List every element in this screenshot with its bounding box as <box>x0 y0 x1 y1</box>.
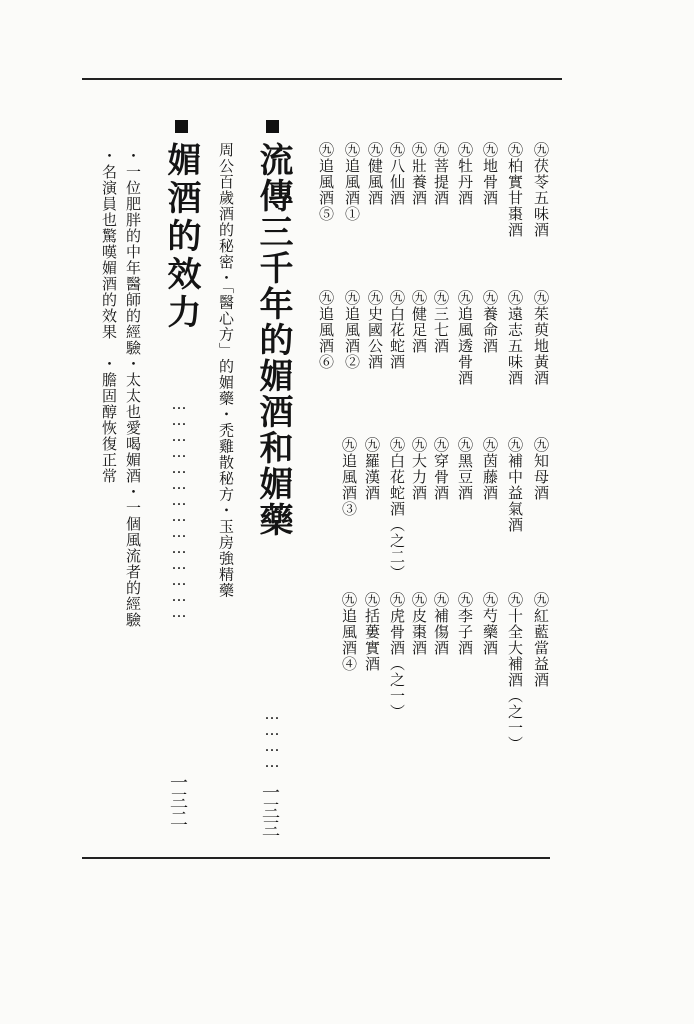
index-entry: ㊈養命酒 <box>481 290 499 354</box>
section-bullet-icon <box>266 120 279 133</box>
index-entry: ㊈牡丹酒 <box>456 142 474 206</box>
index-entry: ㊈十全大補酒（之一） <box>506 592 524 752</box>
bottom-rule <box>82 857 550 859</box>
chapter-2-leader: …………………………………… <box>170 395 188 619</box>
chapter-2-note: ・一位肥胖的中年醫師的經驗・太太也愛喝媚酒・一個風流者的經驗 <box>124 148 142 628</box>
index-entry: ㊈羅漢酒 <box>363 437 381 501</box>
index-entry: ㊈健風酒 <box>366 142 384 206</box>
index-entry: ㊈壯養酒 <box>410 142 428 206</box>
chapter-2-title: 媚酒的效力 <box>161 142 201 332</box>
index-entry: ㊈紅藍當益酒 <box>532 592 550 688</box>
index-entry: ㊈補傷酒 <box>432 592 450 656</box>
index-entry: ㊈穿骨酒 <box>432 437 450 501</box>
index-entry: ㊈追風酒③ <box>340 437 358 517</box>
section-bullet-icon <box>175 120 188 133</box>
index-entry: ㊈補中益氣酒 <box>506 437 524 533</box>
index-entry: ㊈追風酒① <box>343 142 361 222</box>
index-entry: ㊈追風透骨酒 <box>456 290 474 386</box>
index-entry: ㊈追風酒⑤ <box>317 142 335 222</box>
index-entry: ㊈芍藥酒 <box>481 592 499 656</box>
index-entry: ㊈白花蛇酒（之二） <box>388 437 406 581</box>
index-entry: ㊈茯苓五味酒 <box>532 142 550 238</box>
index-entry: ㊈追風酒④ <box>340 592 358 672</box>
index-entry: ㊈白花蛇酒 <box>388 290 406 370</box>
index-entry: ㊈黑豆酒 <box>456 437 474 501</box>
index-entry: ㊈史國公酒 <box>366 290 384 370</box>
index-entry: ㊈知母酒 <box>532 437 550 501</box>
index-entry: ㊈八仙酒 <box>388 142 406 206</box>
chapter-1-title: 流傳三千年的媚酒和媚藥 <box>253 142 293 538</box>
top-rule <box>82 78 562 80</box>
index-entry: ㊈李子酒 <box>456 592 474 656</box>
chapter-2-note: ・名演員也驚嘆媚酒的效果 ・膽固醇恢復正常 <box>100 148 118 484</box>
index-entry: ㊈地骨酒 <box>481 142 499 206</box>
index-entry: ㊈追風酒② <box>343 290 361 370</box>
index-entry: ㊈菩提酒 <box>432 142 450 206</box>
index-entry: ㊈括蔞實酒 <box>363 592 381 672</box>
index-entry: ㊈茵藤酒 <box>481 437 499 501</box>
index-entry: ㊈三七酒 <box>432 290 450 354</box>
index-entry: ㊈健足酒 <box>410 290 428 354</box>
chapter-1-page: 一三三 <box>259 783 280 837</box>
index-entry: ㊈虎骨酒（之一） <box>388 592 406 720</box>
index-entry: ㊈茱萸地黃酒 <box>532 290 550 386</box>
chapter-1-subtopics: 周公百歲酒的秘密・「醫心方」的媚藥・禿雞散秘方・玉房強精藥 <box>217 142 235 599</box>
index-entry: ㊈追風酒⑥ <box>317 290 335 370</box>
chapter-2-page: 一三二 <box>167 773 188 827</box>
index-entry: ㊈大力酒 <box>410 437 428 501</box>
index-entry: ㊈遠志五味酒 <box>506 290 524 386</box>
index-entry: ㊈柏實甘棗酒 <box>506 142 524 238</box>
chapter-1-leader: ………… <box>263 705 281 769</box>
index-entry: ㊈皮棗酒 <box>410 592 428 656</box>
